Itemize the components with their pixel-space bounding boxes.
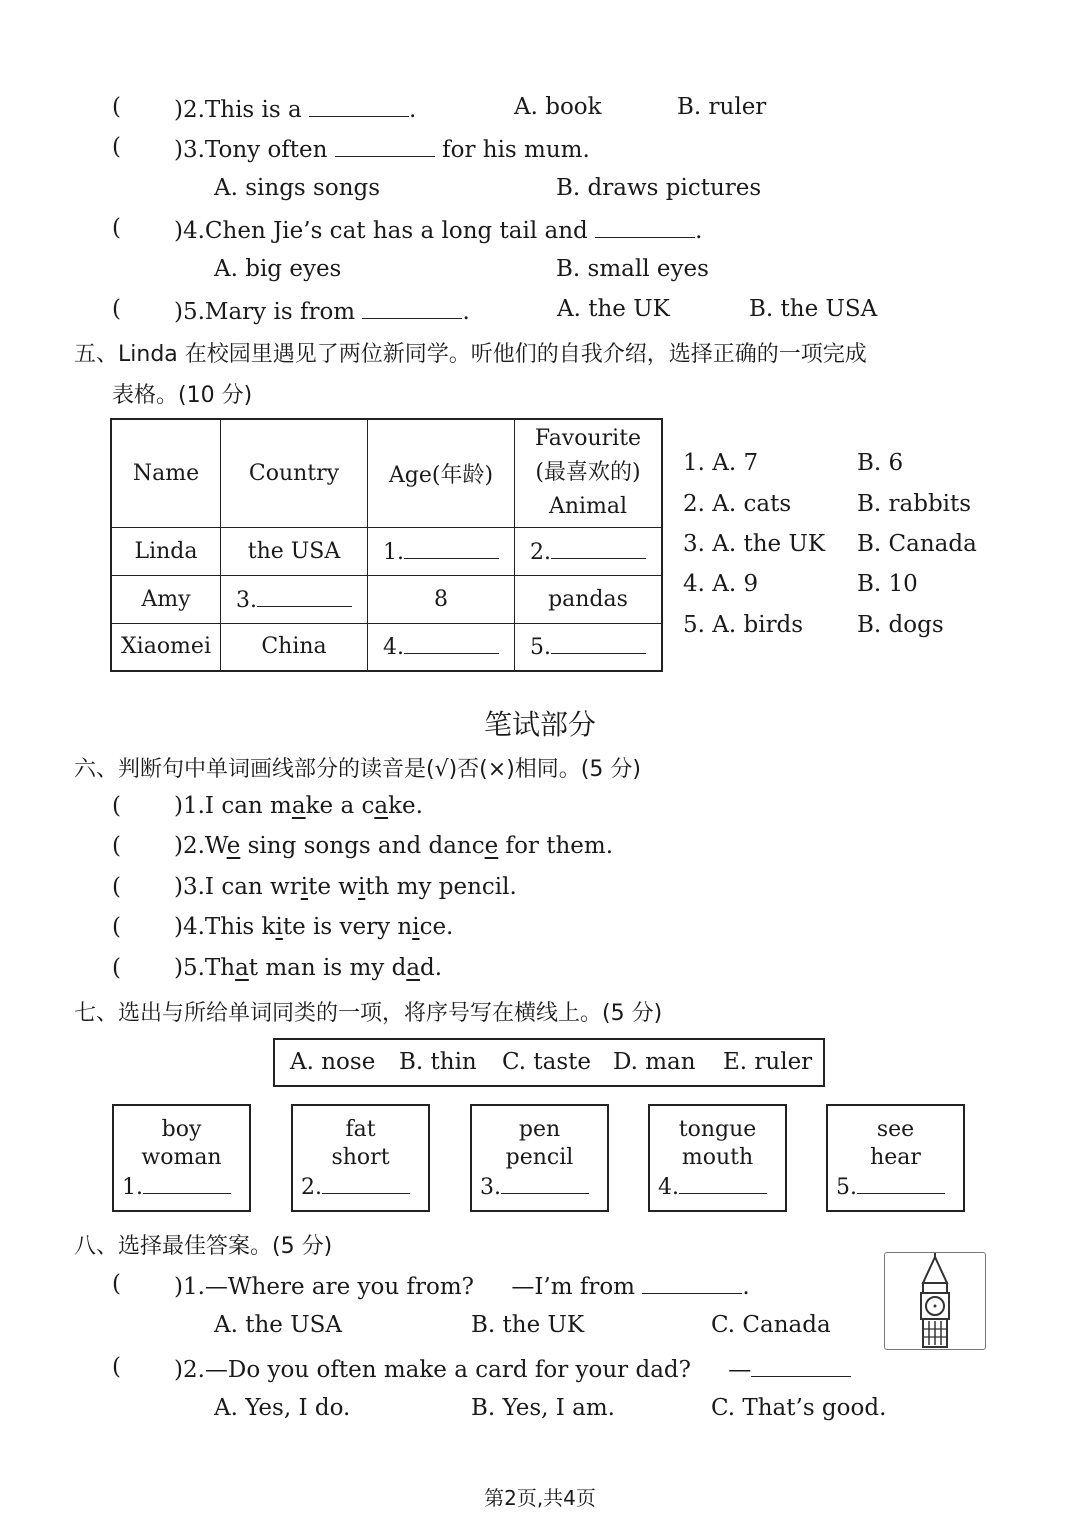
- section-8-title: 八、选择最佳答案。(5 分): [74, 1234, 333, 1259]
- option-b: B. dogs: [857, 612, 944, 638]
- word-box: fat short 2.: [291, 1104, 430, 1212]
- answer-blank[interactable]: [404, 633, 499, 654]
- option-a: 2. A. cats: [683, 491, 792, 517]
- section-7-title: 七、选出与所给单词同类的一项，将序号写在横线上。(5 分): [74, 1001, 663, 1026]
- answer-blank[interactable]: [857, 1175, 945, 1194]
- option-b: B. ruler: [677, 94, 767, 120]
- option-a: A. Yes, I do.: [214, 1395, 351, 1421]
- table-row: Amy 3. 8 pandas: [111, 575, 662, 623]
- option-a: 4. A. 9: [683, 571, 759, 597]
- option-a: 5. A. birds: [683, 612, 804, 638]
- option-a: 1. A. 7: [683, 450, 759, 476]
- question-6-2: )2.We sing songs and dance for them.: [174, 833, 614, 859]
- question-4-3: )3.Tony often for his mum.: [174, 134, 590, 163]
- option-b: B. the USA: [749, 296, 878, 322]
- answer-blank[interactable]: [335, 134, 435, 157]
- option-c: C. That’s good.: [711, 1395, 887, 1421]
- option-b: B. 10: [857, 571, 918, 597]
- word-options-box: A. nose B. thin C. taste D. man E. ruler: [273, 1038, 825, 1087]
- answer-blank[interactable]: [257, 586, 352, 607]
- table-row: Linda the USA 1. 2.: [111, 527, 662, 575]
- answer-paren: (: [112, 1271, 121, 1297]
- answer-paren: (: [112, 793, 121, 819]
- answer-paren: (: [112, 134, 121, 160]
- option-a: A. book: [514, 94, 602, 120]
- answer-blank[interactable]: [595, 215, 695, 238]
- answer-blank[interactable]: [751, 1354, 851, 1377]
- option-a: A. the UK: [557, 296, 670, 322]
- section-5-title: 五、Linda 在校园里遇见了两位新同学。听他们的自我介绍，选择正确的一项完成: [74, 342, 867, 367]
- answer-paren: (: [112, 215, 121, 241]
- question-8-1: )1.—Where are you from? —I’m from .: [174, 1271, 750, 1300]
- answer-paren: (: [112, 296, 121, 322]
- answer-blank[interactable]: [404, 538, 499, 559]
- word-box: boy woman 1.: [112, 1104, 251, 1212]
- option-a: A. the USA: [214, 1312, 342, 1338]
- question-6-3: )3.I can write with my pencil.: [174, 874, 517, 900]
- written-part-heading: 笔试部分: [483, 708, 596, 741]
- header-name: Name: [111, 419, 221, 527]
- question-6-4: )4.This kite is very nice.: [174, 914, 454, 940]
- big-ben-picture: [884, 1252, 986, 1350]
- option-b: B. rabbits: [857, 491, 972, 517]
- answer-blank[interactable]: [679, 1175, 767, 1194]
- question-4-5: )5.Mary is from .: [174, 296, 470, 325]
- answer-blank[interactable]: [501, 1175, 589, 1194]
- section-5-title-cont: 表格。(10 分): [112, 383, 253, 408]
- answer-blank[interactable]: [322, 1175, 410, 1194]
- option-a: 3. A. the UK: [683, 531, 826, 557]
- answer-paren: (: [112, 955, 121, 981]
- section-6-title: 六、判断句中单词画线部分的读音是(√)否(×)相同。(5 分): [74, 757, 641, 782]
- answer-paren: (: [112, 874, 121, 900]
- clock-tower-icon: [885, 1253, 985, 1349]
- option-b: B. Canada: [857, 531, 977, 557]
- word-box: tongue mouth 4.: [648, 1104, 787, 1212]
- header-country: Country: [221, 419, 368, 527]
- question-6-1: )1.I can make a cake.: [174, 793, 423, 819]
- answer-paren: (: [112, 833, 121, 859]
- word-box: pen pencil 3.: [470, 1104, 609, 1212]
- table-row: Xiaomei China 4. 5.: [111, 623, 662, 671]
- answer-blank[interactable]: [551, 538, 646, 559]
- header-favourite-animal: Favourite (最喜欢的) Animal: [515, 419, 663, 527]
- answer-blank[interactable]: [551, 633, 646, 654]
- question-6-5: )5.That man is my dad.: [174, 955, 443, 981]
- question-4-2: )2.This is a .: [174, 94, 416, 123]
- answer-paren: (: [112, 1354, 121, 1380]
- question-8-2: )2.—Do you often make a card for your dad? —: [174, 1354, 851, 1383]
- answer-blank[interactable]: [143, 1175, 231, 1194]
- page-footer: 第2页,共4页: [484, 1486, 596, 1510]
- option-a: A. big eyes: [214, 256, 342, 282]
- option-b: B. the UK: [471, 1312, 585, 1338]
- answer-paren: (: [112, 914, 121, 940]
- option-a: A. sings songs: [214, 175, 381, 201]
- word-box: see hear 5.: [826, 1104, 965, 1212]
- option-b: B. Yes, I am.: [471, 1395, 615, 1421]
- option-b: B. 6: [857, 450, 904, 476]
- option-b: B. draws pictures: [556, 175, 762, 201]
- answer-blank[interactable]: [309, 94, 409, 117]
- answer-blank[interactable]: [642, 1271, 742, 1294]
- option-c: C. Canada: [711, 1312, 831, 1338]
- option-b: B. small eyes: [556, 256, 709, 282]
- question-4-4: )4.Chen Jie’s cat has a long tail and .: [174, 215, 702, 244]
- answer-paren: (: [112, 94, 121, 120]
- answer-blank[interactable]: [362, 296, 462, 319]
- info-table: [110, 418, 663, 672]
- header-age: Age(年龄): [368, 419, 515, 527]
